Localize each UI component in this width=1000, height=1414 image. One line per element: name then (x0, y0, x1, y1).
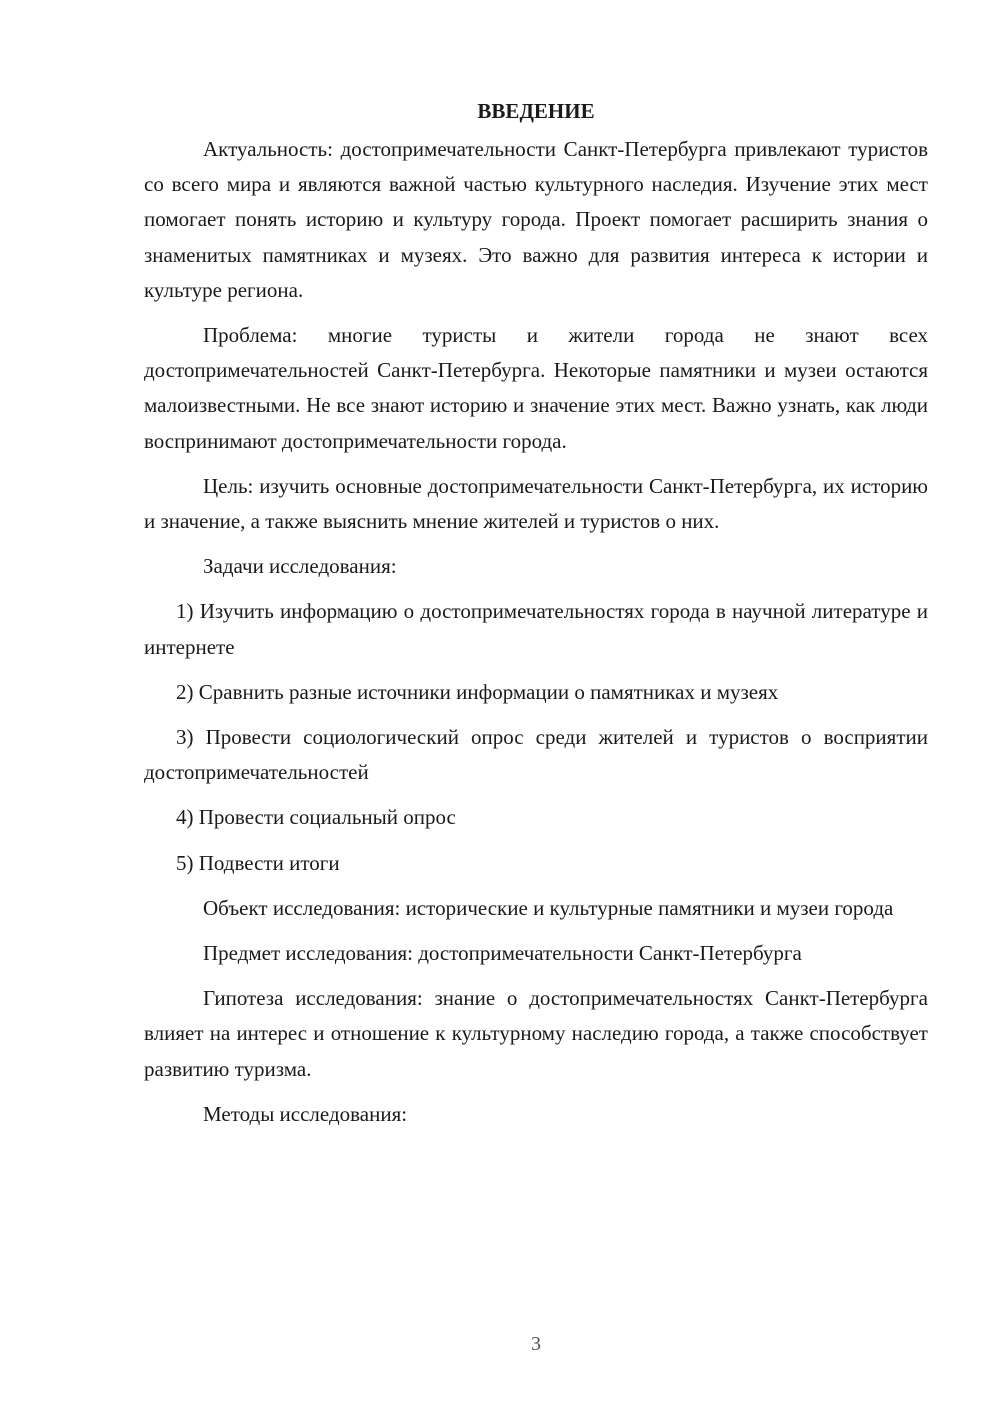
document-page (144, 94, 928, 1142)
page-number: 3 (531, 1333, 541, 1355)
paragraph-goal: Цель: изучить основные достопримечательности Санкт-Петербурга, их историю и значение, а также выяснить мнение жителей и туристов о них. (144, 473, 928, 534)
section-title: ВВЕДЕНИЕ (477, 99, 595, 123)
task-item-4: 4) Провести социальный опрос (176, 805, 456, 830)
paragraph-subject: Предмет исследования: достопримечательности Санкт-Петербурга (203, 941, 802, 966)
paragraph-hypothesis: Гипотеза исследования: знание о достопримечательностях Санкт-Петербурга влияет на интерес и отношение к культурному наследию города, а также способствует развитию туризма. (144, 986, 928, 1081)
paragraph-methods: Методы исследования: (203, 1101, 408, 1126)
task-item-1: 1) Изучить информацию о достопримечательностях города в научной литературе и интернете (144, 599, 928, 659)
task-item-5: 5) Подвести итоги (176, 850, 340, 875)
paragraph-problem: Проблема: многие туристы и жители города не знают всех достопримечательностей Санкт-Петербурга. Некоторые памятники и музеи остаются малоизвестными. Не все знают историю и значение этих мест. Важно узнать, как люди воспринимают достопримечательности города. (144, 323, 928, 453)
task-item-3: 3) Провести социологический опрос среди жителей и туристов о восприятии достопримечательностей (144, 725, 928, 785)
paragraph-object: Объект исследования: исторические и культурные памятники и музеи города (203, 895, 894, 920)
paragraph-tasks-heading: Задачи исследования: (203, 554, 397, 579)
task-item-2: 2) Сравнить разные источники информации о памятниках и музеях (176, 679, 779, 704)
paragraph-relevance: Актуальность: достопримечательности Санкт-Петербурга привлекают туристов со всего мира и являются важной частью культурного наследия. Изучение этих мест помогает понять историю и культуру города. Проект помогает расширить знания о знаменитых памятниках и музеях. Это важно для развития интереса к истории и культуре региона. (144, 137, 928, 302)
